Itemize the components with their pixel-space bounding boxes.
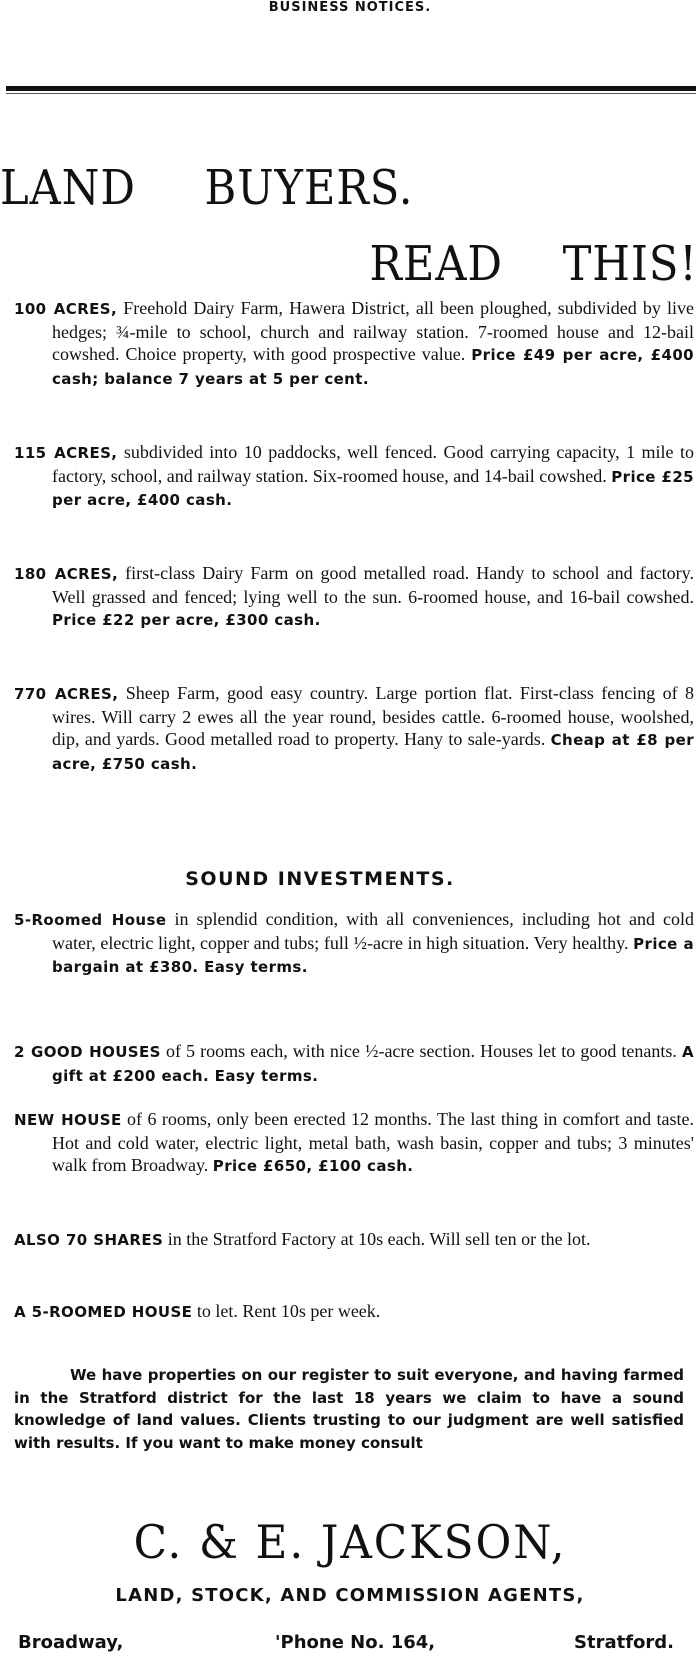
section-header: BUSINESS NOTICES.: [268, 0, 432, 15]
listing-770-acres: [14, 682, 694, 775]
header-rule: [6, 86, 696, 91]
firm-role: LAND, STOCK, AND COMMISSION AGENTS,: [115, 1585, 585, 1606]
listing-text: in splendid condition, with all conveniences, including hot and cold water, electric light, copper and tubs; full ½-acre in high situation. Very healthy.: [52, 909, 695, 953]
headline-land-buyers: LAND BUYERS.: [0, 160, 414, 216]
listing-70-shares: [14, 1228, 694, 1252]
listing-text: Freehold Dairy Farm, Hawera District, all been ploughed, subdivided by live hedges; ¾-mile to school, church and railway station. 7-roomed house and 12-bail cowshed. Choice property, with good prospective value.: [52, 298, 694, 364]
listing-price: Cheap at £8 per acre, £750 cash.: [52, 731, 694, 773]
firm-street: Broadway,: [18, 1632, 124, 1653]
listing-lead: NEW HOUSE: [14, 1111, 122, 1129]
listing-price: Price £49 per acre, £400 cash; balance 7 years at 5 per cent.: [52, 346, 694, 388]
subheading-sound-investments: SOUND INVESTMENTS.: [185, 868, 455, 890]
listing-lead: 2 GOOD HOUSES: [14, 1043, 161, 1061]
listing-price: Price £650, £100 cash.: [212, 1157, 414, 1175]
listing-text: of 6 rooms, only been erected 12 months. The last thing in comfort and taste. Hot and cold water, electric light, metal bath, wash basin, copper and tubs; 3 minutes' walk from Broadway.: [52, 1109, 694, 1175]
listing-price: Price a bargain at £380. Easy terms.: [52, 934, 694, 976]
firm-name: C. & E. JACKSON,: [133, 1515, 567, 1569]
listing-price: Price £22 per acre, £300 cash.: [52, 611, 321, 629]
listing-100-acres: [14, 297, 694, 390]
listing-text: Sheep Farm, good easy country. Large portion flat. First-class fencing of 8 wires. Will carry 2 ewes all the year round, besides cattle. 6-roomed house, woolshed, dip, and yards. Good metalled road to property. Hany to sale-yards.: [52, 683, 695, 749]
listing-text: subdivided into 10 paddocks, well fenced. Good carrying capacity, 1 mile to factory, school, and railway station. Six-roomed house, and 14-bail cowshed.: [52, 442, 694, 486]
listing-price: A gift at £200 each. Easy terms.: [52, 1043, 695, 1085]
listing-lead: 770 ACRES,: [14, 685, 119, 703]
listing-text: of 5 rooms each, with nice ½-acre section. Houses let to good tenants.: [160, 1041, 682, 1061]
listing-lead: 180 ACRES,: [14, 565, 119, 583]
listing-lead: A 5-ROOMED HOUSE: [14, 1303, 193, 1321]
listing-180-acres: [14, 562, 694, 632]
listing-lead: 115 ACRES,: [14, 444, 118, 462]
listing-lead: ALSO 70 SHARES: [14, 1231, 164, 1249]
listing-115-acres: [14, 441, 694, 512]
listing-2-good-houses: [14, 1040, 694, 1087]
headline-read-this: READ THIS!: [369, 236, 698, 292]
listing-lead: 5-Roomed House: [14, 911, 167, 929]
listing-lead: 100 ACRES,: [14, 300, 118, 318]
listing-text: in the Stratford Factory at 10s each. Will sell ten or the lot.: [163, 1229, 591, 1249]
listing-new-house: [14, 1108, 694, 1178]
header-rule-thin: [6, 93, 696, 94]
listing-text: to let. Rent 10s per week.: [192, 1301, 381, 1321]
listing-price: Price £25 per acre, £400 cash.: [52, 467, 695, 509]
closing-paragraph: We have properties on our register to suit everyone, and having farmed in the Stratford district for the last 18 years we claim to have a sound knowledge of land values. Clients trusting to our judgment are well satisfied with results. If you want to make money consult: [14, 1366, 684, 1452]
listing-5-roomed-house: [14, 908, 694, 979]
listing-text: first-class Dairy Farm on good metalled road. Handy to school and factory. Well grassed and fenced; lying well to the sun. 6-roomed house, and 16-bail cowshed.: [52, 563, 695, 607]
firm-town: Stratford.: [574, 1632, 674, 1653]
listing-house-to-let: [14, 1300, 694, 1324]
firm-phone: 'Phone No. 164,: [275, 1632, 436, 1653]
